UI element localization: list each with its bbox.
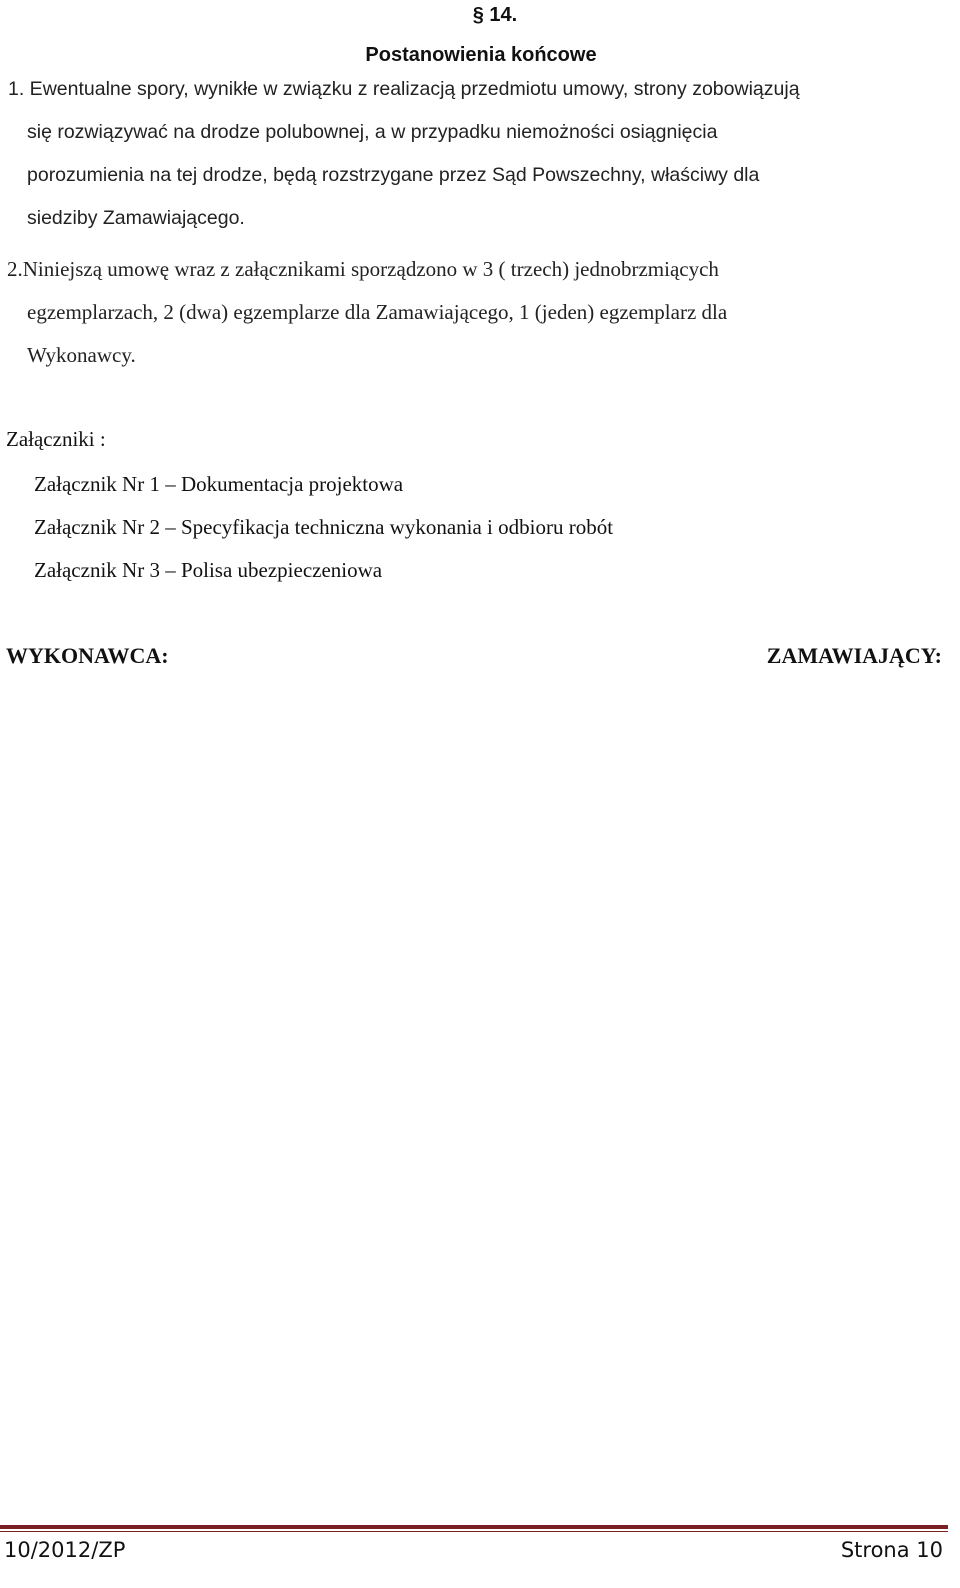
paragraph-1-line-4: siedziby Zamawiającego. [27,207,245,229]
footer-page-number: Strona 10 [840,1538,943,1562]
paragraph-1-line-1 [8,68,952,111]
signature-contractor: WYKONAWCA: [6,643,169,668]
paragraph-1-number: 1. [8,78,25,100]
paragraph-2-line-2: egzemplarzach, 2 (dwa) egzemplarze dla Zamawiającego, 1 (jeden) egzemplarz dla [27,300,728,324]
attachment-item-1: Załącznik Nr 1 – Dokumentacja projektowa [34,472,404,496]
footer-rule [0,1525,948,1529]
section-title: Postanowienia końcowe [365,44,597,66]
signature-client: ZAMAWIAJĄCY: [766,643,942,668]
paragraph-2-line-1 [7,248,952,291]
paragraph-2 [7,248,952,377]
paragraph-1 [8,68,952,240]
paragraph-1-line-2: się rozwiązywać na drodze polubownej, a w przypadku niemożności osiągnięcia [27,121,718,143]
paragraph-2-number: 2. [7,257,23,281]
section-number: § 14. [472,4,518,26]
paragraph-2-line-1-text: Niniejszą umowę wraz z załącznikami sporządzono w 3 ( trzech) jednobrzmiących [22,257,719,281]
attachment-item-2: Załącznik Nr 2 – Specyfikacja techniczna wykonania i odbioru robót [34,515,614,539]
paragraph-1-line-3: porozumienia na tej drodze, będą rozstrzygane przez Sąd Powszechny, właściwy dla [27,164,760,186]
footer-reference: 10/2012/ZP [4,1538,126,1562]
paragraph-2-line-3: Wykonawcy. [27,343,136,367]
attachments-label: Załączniki : [6,427,106,451]
paragraph-1-line-1-text: Ewentualne spory, wynikłe w związku z realizacją przedmiotu umowy, strony zobowiązują [24,78,800,100]
footer-rule-thin [0,1531,948,1532]
attachment-item-3: Załącznik Nr 3 – Polisa ubezpieczeniowa [34,558,383,582]
